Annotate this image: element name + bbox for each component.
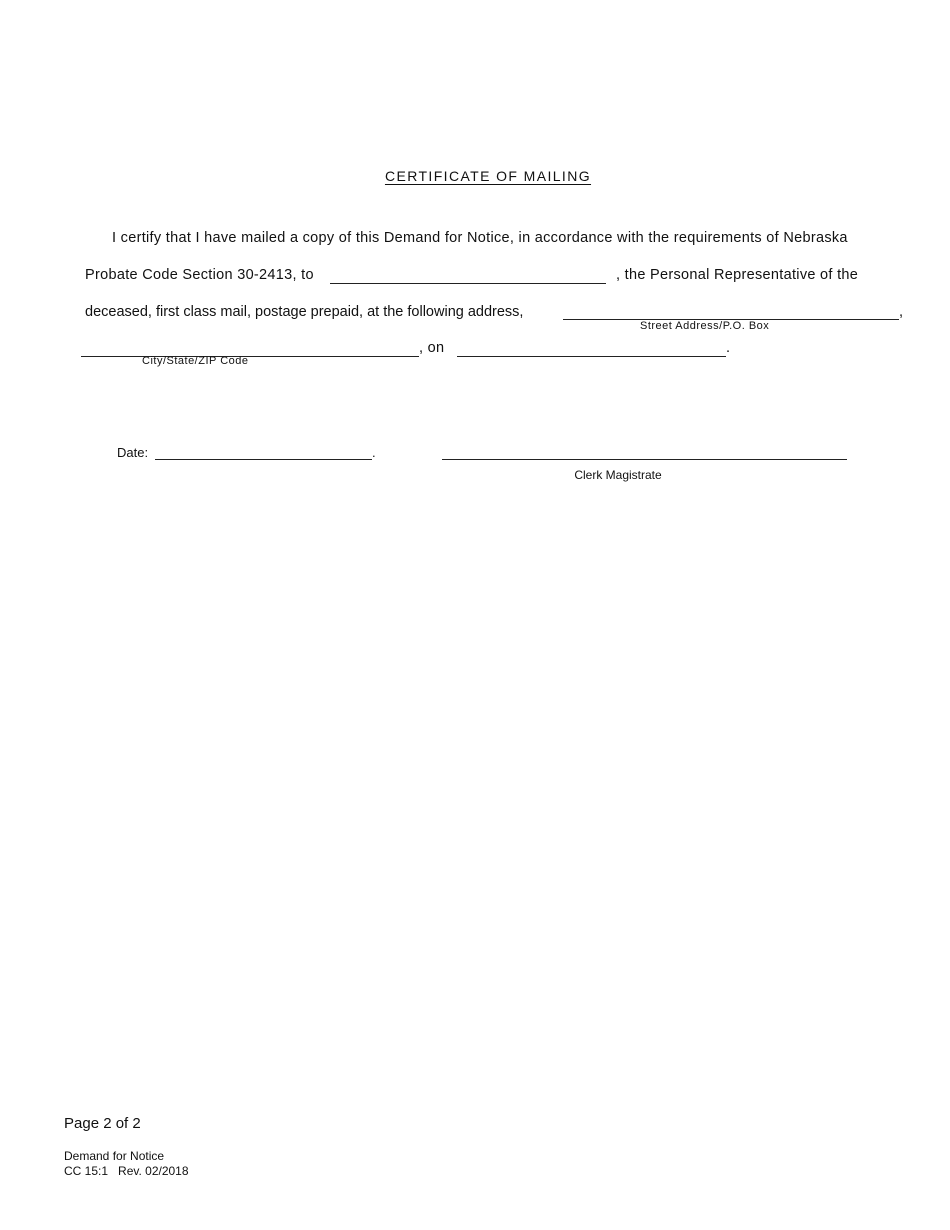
paragraph-line-4-on: , on xyxy=(419,340,445,356)
mailing-date-field[interactable] xyxy=(457,356,726,357)
paragraph-line-3-start: deceased, first class mail, postage prepaid, at the following address, xyxy=(85,304,524,320)
clerk-signature-field[interactable] xyxy=(442,459,847,460)
paragraph-line-4-period: . xyxy=(726,340,731,356)
city-state-zip-field[interactable] xyxy=(81,356,419,357)
paragraph-line-2-start: Probate Code Section 30-2413, to xyxy=(85,267,314,283)
clerk-magistrate-label: Clerk Magistrate xyxy=(574,468,662,482)
date-field[interactable] xyxy=(155,459,372,460)
page-number: Page 2 of 2 xyxy=(64,1115,141,1132)
personal-representative-name-field[interactable] xyxy=(330,283,606,284)
city-state-zip-caption: City/State/ZIP Code xyxy=(142,355,249,367)
date-period: . xyxy=(372,445,376,460)
street-address-caption: Street Address/P.O. Box xyxy=(640,320,770,332)
paragraph-line-1: I certify that I have mailed a copy of this Demand for Notice, in accordance with the requirements of Nebraska xyxy=(112,230,848,246)
form-name: Demand for Notice xyxy=(64,1149,165,1163)
page-title: CERTIFICATE OF MAILING xyxy=(384,168,592,184)
form-code: CC 15:1 Rev. 02/2018 xyxy=(64,1164,189,1178)
paragraph-line-2-end: , the Personal Representative of the xyxy=(616,267,859,283)
paragraph-line-3-comma: , xyxy=(899,304,904,320)
date-label: Date: xyxy=(117,445,149,460)
